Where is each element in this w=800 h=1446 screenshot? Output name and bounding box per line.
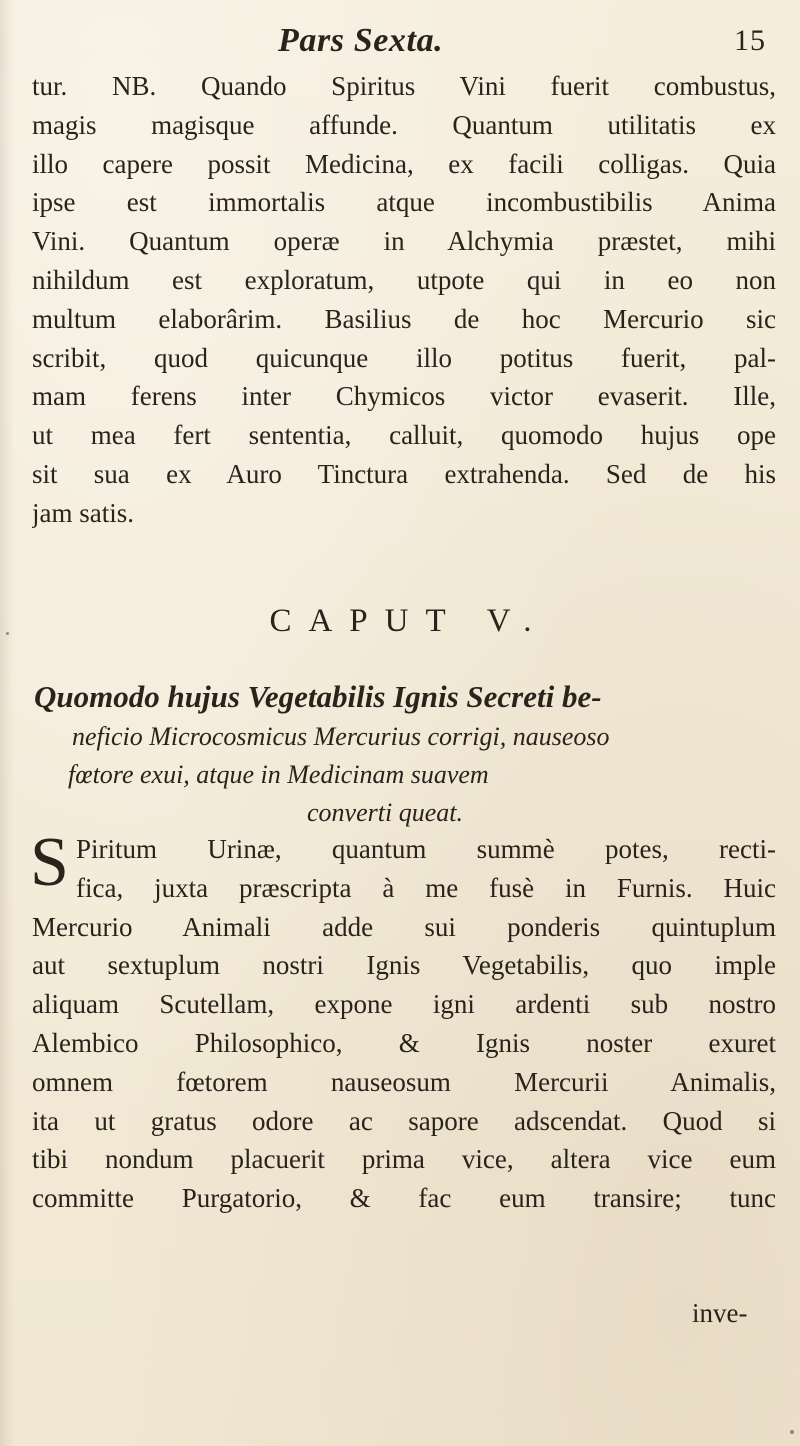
text-line: aliquam Scutellam, expone igni ardenti sub nostro xyxy=(32,989,776,1020)
page-number: 15 xyxy=(734,24,766,57)
text-line: mam ferens inter Chymicos victor evaserit. Ille, xyxy=(32,381,776,412)
page-gutter-shadow xyxy=(0,0,14,1446)
dropcap-container xyxy=(30,824,776,908)
paragraph-one xyxy=(32,67,776,533)
text-line: magis magisque affunde. Quantum utilitatis ex xyxy=(32,109,776,140)
running-title: Pars Sexta. xyxy=(278,22,444,59)
page-header xyxy=(0,22,800,62)
paragraph-two xyxy=(30,824,776,1218)
text-line: sit sua ex Auro Tinctura extrahenda. Sed de his xyxy=(32,458,776,489)
text-line: Piritum Urinæ, quantum summè potes, recti- xyxy=(76,834,776,864)
text-line: nihildum est exploratum, utpote qui in eo non xyxy=(32,264,776,295)
text-line: aut sextuplum nostri Ignis Vegetabilis, quo imple xyxy=(32,950,776,981)
rubric-line: converti queat. xyxy=(307,798,463,827)
chapter-heading: CAPUT V. xyxy=(269,603,549,639)
text-line: committe Purgatorio, & fac eum transire; tunc xyxy=(32,1183,776,1214)
text-line: scribit, quod quicunque illo potitus fuerit, pal- xyxy=(32,342,776,373)
text-line: Mercurio Animali adde sui ponderis quintuplum xyxy=(32,911,776,942)
rubric-line: fœtore exui, atque in Medicinam suavem xyxy=(68,760,489,789)
text-line: Vini. Quantum operæ in Alchymia præstet, mihi xyxy=(32,226,776,257)
text-line: tibi nondum placuerit prima vice, altera vice eum xyxy=(32,1144,776,1175)
rubric-line: Quomodo hujus Vegetabilis Ignis Secreti be- xyxy=(34,679,602,714)
catchword: inve- xyxy=(692,1298,748,1328)
paper-speck xyxy=(790,1430,794,1434)
drop-capital: S xyxy=(30,824,69,901)
chapter-rubric xyxy=(30,676,770,832)
text-line: ita ut gratus odore ac sapore adscendat. Quod si xyxy=(32,1105,776,1136)
text-line: fica, juxta præscripta à me fusè in Furnis. Huic xyxy=(76,872,776,903)
text-line: omnem fœtorem nauseosum Mercurii Animalis, xyxy=(32,1066,776,1097)
text-line: jam satis. xyxy=(32,497,134,528)
text-line: tur. NB. Quando Spiritus Vini fuerit combustus, xyxy=(32,71,776,101)
text-line: illo capere possit Medicina, ex facili colligas. Quia xyxy=(32,148,776,179)
text-line: ipse est immortalis atque incombustibilis Anima xyxy=(32,187,776,218)
paper-speck xyxy=(6,632,9,635)
text-line: multum elaborârim. Basilius de hoc Mercurio sic xyxy=(32,303,776,334)
text-line: Alembico Philosophico, & Ignis noster exuret xyxy=(32,1027,776,1058)
text-line: ut mea fert sententia, calluit, quomodo hujus ope xyxy=(32,420,776,451)
rubric-line: neficio Microcosmicus Mercurius corrigi, nauseoso xyxy=(72,722,610,751)
